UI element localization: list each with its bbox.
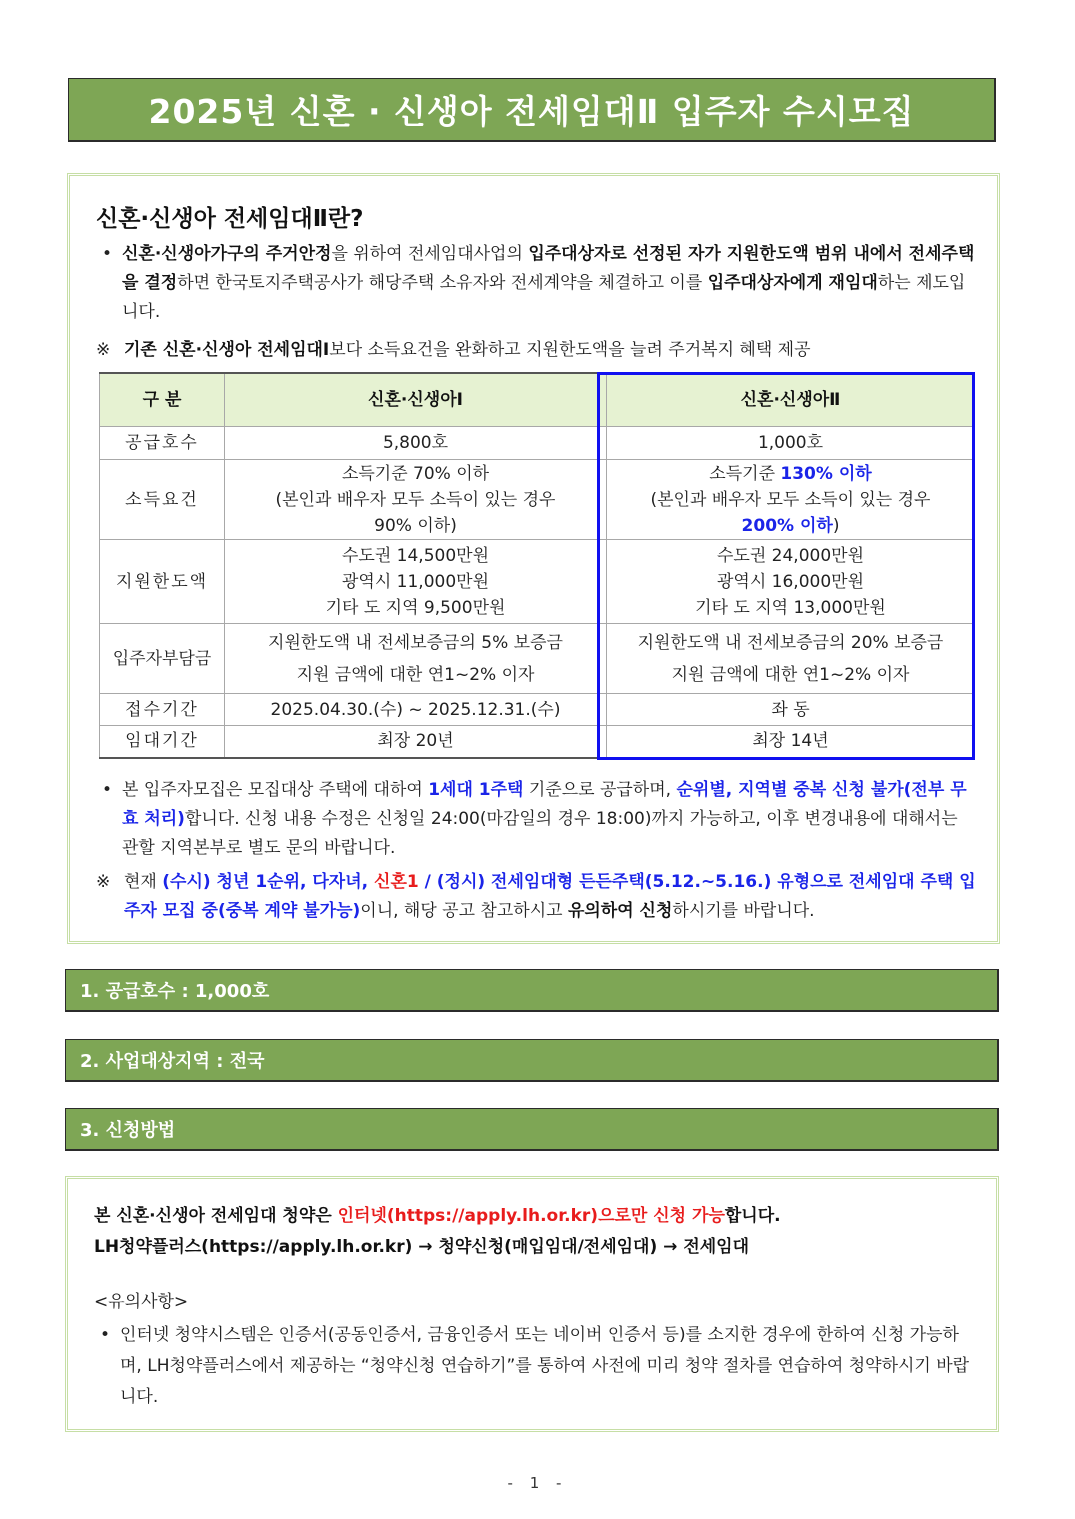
- table-row: [100, 540, 975, 624]
- row-label: 입주자부담금: [100, 624, 225, 694]
- text: 하는 제도입니다.: [122, 273, 966, 322]
- apply-url-highlight: 인터넷(https://apply.lh.or.kr)으로만 신청 가능: [337, 1206, 725, 1226]
- highlight-text: / (정시) 전세임대형 든든주택(5.12.~5.16.) 유형으로 전세임대 주택 입주자 모집 중(중복 계약 불가능): [124, 872, 976, 921]
- header-type-1: 신혼·신생아Ⅰ: [225, 373, 607, 427]
- reference-mark-icon: ※: [96, 340, 111, 360]
- cell-line: 지원한도액 내 전세보증금의 5% 보증금: [268, 632, 563, 653]
- text: 소득기준: [709, 463, 781, 484]
- section-header-method: [65, 1108, 999, 1151]
- apply-method-box: [65, 1176, 999, 1432]
- comparison-table: [99, 372, 975, 759]
- apply-path: LH청약플러스(https://apply.lh.or.kr) → 청약신청(매입임대/전세임대) → 전세임대: [94, 1237, 750, 1257]
- cell-line: [609, 513, 972, 539]
- cell-line: [609, 461, 972, 487]
- highlight-text: 200% 이하: [741, 515, 833, 536]
- cell: 2025.04.30.(수) ~ 2025.12.31.(수): [225, 694, 607, 726]
- cell-line: 지원 금액에 대한 연1~2% 이자: [296, 664, 535, 685]
- intro-note-1: [96, 336, 986, 365]
- highlight-text: 순위별, 지역별 중복 신청 불가(전부 무효 처리): [122, 780, 967, 829]
- row-label: 임대기간: [100, 726, 225, 758]
- apply-line-1: [94, 1201, 974, 1231]
- cell-line: (본인과 배우자 모두 소득이 있는 경우: [650, 489, 931, 510]
- cell-line: 소득기준 70% 이하: [341, 463, 490, 484]
- cell-line: 광역시 16,000만원: [717, 571, 864, 592]
- text: ): [832, 515, 840, 536]
- text: 현재: [124, 872, 163, 892]
- row-label: 지원한도액: [100, 540, 225, 624]
- text: 본 입주자모집은 모집대상 주택에 대하여: [122, 780, 429, 800]
- cell-line: 수도권 14,500만원: [342, 545, 489, 566]
- section-title: 2. 사업대상지역 : 전국: [80, 1051, 265, 1072]
- bullet-icon: •: [102, 780, 113, 800]
- intro-bullet-2: [96, 776, 976, 863]
- caution-bullet: [94, 1320, 974, 1413]
- cell: 1,000호: [607, 427, 975, 460]
- cell: [607, 540, 975, 624]
- section-title: 1. 공급호수 : 1,000호: [80, 981, 270, 1002]
- highlight-text: 130% 이하: [780, 463, 872, 484]
- cell: 최장 20년: [225, 726, 607, 758]
- section-title: 3. 신청방법: [80, 1120, 176, 1141]
- text-bold: 유의하여 신청: [567, 901, 673, 921]
- cell: 최장 14년: [607, 726, 975, 758]
- intro-note-2: [96, 868, 976, 926]
- text: 보다 소득요건을 완화하고 지원한도액을 늘려 주거복지 혜택 제공: [329, 340, 811, 360]
- bullet-icon: •: [102, 244, 113, 264]
- reference-mark-icon: ※: [96, 872, 111, 892]
- cell-line: 기타 도 지역 13,000만원: [695, 597, 886, 618]
- caution-title: <유의사항>: [94, 1292, 189, 1312]
- row-label: 소득요건: [100, 460, 225, 540]
- text: 합니다. 신청 내용 수정은 신청일 24:00(마감일의 경우 18:00)까지 가능하고, 이후 변경내용에 대해서는 관할 지역본부로 별도 문의 바랍니다.: [122, 809, 958, 858]
- text-bold: 신혼·신생아가구의 주거안정: [122, 244, 332, 264]
- table-row: [100, 726, 975, 758]
- highlight-text: 1세대 1주택: [428, 780, 524, 800]
- text-bold: 입주대상자로 선정된 자가 지원한도액 범위 내에서 전세주택을 결정: [122, 244, 975, 293]
- bullet-icon: •: [100, 1325, 111, 1345]
- cell-line: 지원 금액에 대한 연1~2% 이자: [671, 664, 910, 685]
- highlight-text: (수시) 청년 1순위, 다자녀,: [162, 872, 375, 892]
- cell: 5,800호: [225, 427, 607, 460]
- text: 을 위하여 전세임대사업의: [331, 244, 529, 264]
- cell: [607, 460, 975, 540]
- header-type-2: 신혼·신생아Ⅱ: [607, 373, 975, 427]
- text: 하시기를 바랍니다.: [672, 901, 815, 921]
- text: 하면 한국토지주택공사가 해당주택 소유자와 전세계약을 체결하고 이를: [177, 273, 708, 293]
- cell: 좌 동: [607, 694, 975, 726]
- table-row: [100, 694, 975, 726]
- row-label: 접수기간: [100, 694, 225, 726]
- intro-box: [67, 173, 1000, 944]
- text-bold: 기존 신혼·신생아 전세임대Ⅰ: [124, 340, 330, 360]
- page-title: 2025년 신혼 · 신생아 전세임대Ⅱ 입주자 수시모집: [148, 92, 915, 131]
- row-label: 공급호수: [100, 427, 225, 460]
- table-row: [100, 427, 975, 460]
- cell-line: 수도권 24,000만원: [717, 545, 864, 566]
- text-bold: 합니다.: [724, 1206, 781, 1226]
- table-header-row: [100, 373, 975, 427]
- page-number: - 1 -: [507, 1474, 568, 1492]
- highlight-text-red: 신혼1: [374, 872, 419, 892]
- cell: [225, 540, 607, 624]
- intro-heading: 신혼·신생아 전세임대Ⅱ란?: [96, 206, 364, 232]
- cell-line: 90% 이하): [374, 515, 457, 536]
- intro-bullet-1: [96, 240, 976, 327]
- cell: [225, 460, 607, 540]
- cell: [225, 624, 607, 694]
- header-category: 구 분: [100, 373, 225, 427]
- text: 기준으로 공급하며,: [523, 780, 677, 800]
- text-bold: 입주대상자에게 재임대: [707, 273, 878, 293]
- cell-line: (본인과 배우자 모두 소득이 있는 경우: [275, 489, 556, 510]
- cell: [607, 624, 975, 694]
- cell-line: 지원한도액 내 전세보증금의 20% 보증금: [637, 632, 944, 653]
- cell-line: 광역시 11,000만원: [342, 571, 489, 592]
- title-banner: [68, 78, 996, 142]
- text: 이니, 해당 공고 참고하시고: [360, 901, 568, 921]
- text-bold: 본 신혼·신생아 전세임대 청약은: [94, 1206, 338, 1226]
- caution-text: 인터넷 청약시스템은 인증서(공동인증서, 금융인증서 또는 네이버 인증서 등)를 소지한 경우에 한하여 신청 가능하며, LH청약플러스에서 제공하는 “청약신청 연습하기”를 통하여 사전에 미리 청약 절차를 연습하여 청약하시기 바랍니다.: [120, 1325, 970, 1407]
- section-header-supply: [65, 969, 999, 1012]
- section-header-region: [65, 1039, 999, 1082]
- table-row: [100, 624, 975, 694]
- table-row: [100, 460, 975, 540]
- cell-line: 기타 도 지역 9,500만원: [325, 597, 506, 618]
